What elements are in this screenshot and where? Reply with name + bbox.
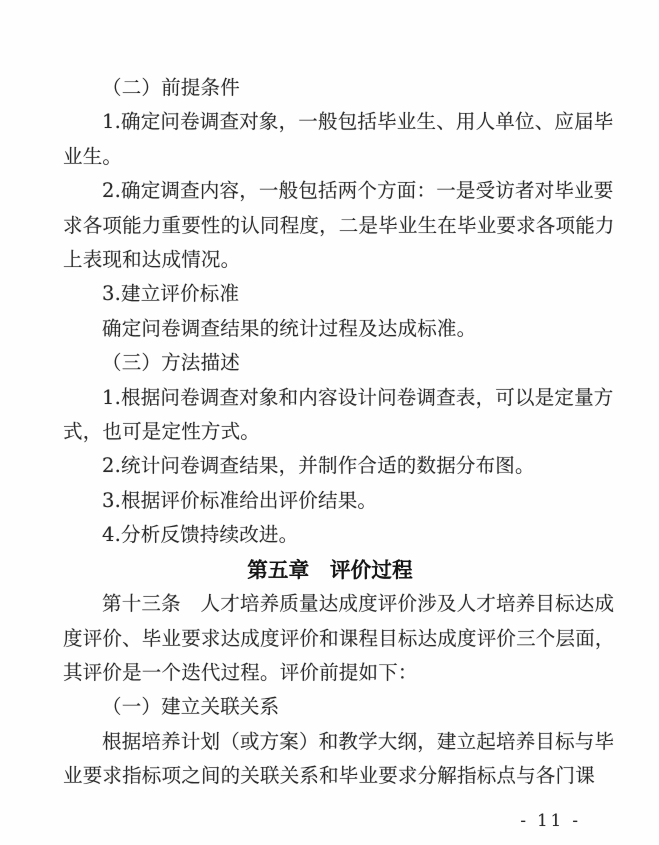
text-line: 确定问卷调查结果的统计过程及达成标准。 — [102, 316, 477, 340]
text-line: 上表现和达成情况。 — [63, 248, 241, 272]
subsection-heading: （三）方法描述 — [102, 351, 240, 375]
text-line: 根据培养计划（或方案）和教学大纲，建立起培养目标与毕 — [102, 729, 615, 753]
text-line: 式，也可是定性方式。 — [63, 420, 261, 444]
text-line: 2.确定调查内容，一般包括两个方面：一是受访者对毕业要 — [102, 179, 614, 203]
subsection-heading: （二）前提条件 — [102, 76, 240, 99]
text-line: 4.分析反馈持续改进。 — [102, 523, 299, 547]
text-line: 3.根据评价标准给出评价结果。 — [102, 488, 378, 512]
text-line: 1.根据问卷调查对象和内容设计问卷调查表，可以是定量方 — [102, 385, 614, 409]
text-line: 1.确定问卷调查对象，一般包括毕业生、用人单位、应届毕 — [102, 110, 614, 134]
page-number: - 11 - — [520, 811, 581, 830]
text-line: 业要求指标项之间的关联关系和毕业要求分解指标点与各门课 — [63, 764, 595, 788]
text-line: 第十三条 人才培养质量达成度评价涉及人才培养目标达成 — [102, 592, 615, 616]
text-line: 求各项能力重要性的认同程度，二是毕业生在毕业要求各项能力 — [63, 213, 615, 237]
chapter-heading: 第五章 评价过程 — [247, 557, 413, 582]
subsection-heading: （一）建立关联关系 — [102, 695, 280, 719]
text-line: 度评价、毕业要求达成度评价和课程目标达成度评价三个层面， — [63, 626, 615, 650]
text-line: 其评价是一个迭代过程。评价前提如下： — [63, 660, 418, 684]
text-line: 3.建立评价标准 — [102, 282, 240, 306]
text-line: 业生。 — [63, 144, 123, 168]
document-text-block — [63, 71, 615, 794]
text-line: 2.统计问卷调查结果，并制作合适的数据分布图。 — [102, 454, 535, 478]
